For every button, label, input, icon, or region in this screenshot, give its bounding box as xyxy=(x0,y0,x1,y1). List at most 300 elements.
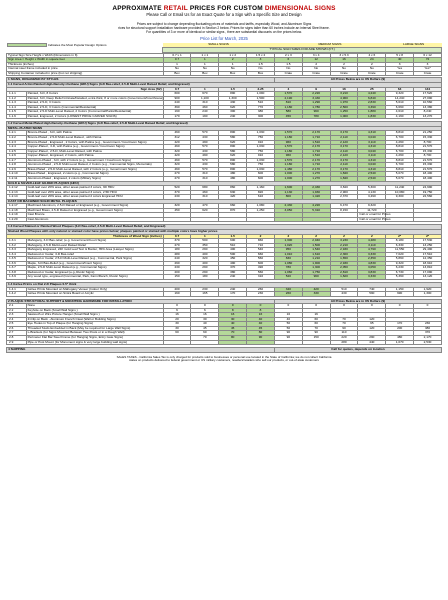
price-cell: 950 xyxy=(274,248,302,253)
row-description: Aluminum-Plated , Engraved, 2 colors (Military Signs) xyxy=(26,176,163,181)
price-cell: 2,430 xyxy=(302,186,330,191)
price-cell: 6,700 xyxy=(386,163,414,168)
spec-cell: 6 x 12 xyxy=(414,53,442,58)
row-number: 1.3.7 xyxy=(7,266,27,271)
price-cell: 70 xyxy=(330,322,358,327)
price-cell: 110 xyxy=(330,331,358,336)
price-cell: 5,300 xyxy=(358,186,386,191)
price-cell: 620 xyxy=(219,105,247,110)
price-cell: 8,180 xyxy=(386,239,414,244)
price-cell: 456 xyxy=(274,114,302,119)
price-cell: 30 xyxy=(163,322,191,327)
price-cell: 3,210 xyxy=(330,92,358,97)
spec-cell: Yes* xyxy=(414,67,442,72)
price-cell: 4,610 xyxy=(386,110,414,115)
row-number: 1.2.20 xyxy=(7,217,27,222)
price-cell: 45 xyxy=(247,326,275,331)
price-cell: 1,150 xyxy=(386,287,414,292)
row-description: Eye Hooks in Top of Plaque (for Hanging Signs) xyxy=(26,322,163,327)
row-description: Painted, Engraved, 2 Colors (LOWEST PRICE CARVED SIGNS) xyxy=(26,114,163,119)
price-cell: 430 xyxy=(219,101,247,106)
spec-cell: 12 xyxy=(302,58,330,63)
row-description: Mahogany Engraved, 24K Gold Leaf Text & Border, 35% Area (Lawyer Signs) xyxy=(26,248,163,253)
row-number: 1.1.3 xyxy=(7,101,27,106)
price-cell: 290 xyxy=(191,248,219,253)
price-cell: 800 xyxy=(274,195,302,200)
price-cell: 990 xyxy=(386,292,414,297)
price-cell: 3,050 xyxy=(274,208,302,213)
price-cell: 420 xyxy=(219,195,247,200)
price-cell: 50 xyxy=(274,326,302,331)
row-description: Gold-leaf over 20% area, other areas painted 3 colors, 3D HDU xyxy=(26,186,163,191)
price-cell: 580 xyxy=(219,136,247,141)
row-number: 1.2.3 xyxy=(7,140,27,145)
spec-label: Thickness (inches) xyxy=(7,62,164,67)
price-cell: 2,430 xyxy=(274,204,302,209)
price-cell: 150 xyxy=(302,336,330,341)
price-cell: 2,530 xyxy=(414,340,442,345)
price-cell: 2,560 xyxy=(330,105,358,110)
row-number: 1.4.2 xyxy=(7,292,27,297)
price-cell: 4,310 xyxy=(358,158,386,163)
price-cell: 1,780 xyxy=(302,105,330,110)
spec-cell: 3 xyxy=(386,62,414,67)
price-cell: 3,490 xyxy=(358,195,386,200)
price-cell: 680 xyxy=(191,186,219,191)
price-cell: 16 xyxy=(247,313,275,318)
price-cell: 370 xyxy=(163,239,191,244)
row-number: 1.2.6 xyxy=(7,154,27,159)
price-cell: 310 xyxy=(247,275,275,280)
price-cell: 1,030 xyxy=(247,167,275,172)
row-description: Keyhole on Back (Small Wall Signs ) xyxy=(26,308,163,313)
price-cell: 1,180 xyxy=(274,105,302,110)
price-cell: 4,240 xyxy=(358,92,386,97)
price-cell: 630 xyxy=(219,190,247,195)
row-number: 1.2.9 xyxy=(7,167,27,172)
price-cell: 8,810 xyxy=(386,145,414,150)
price-cell: 21,250 xyxy=(414,131,442,136)
price-cell: 300 xyxy=(219,110,247,115)
price-cell: 510 xyxy=(219,243,247,248)
price-cell: 450 xyxy=(219,257,247,262)
price-cell: 70 xyxy=(219,331,247,336)
spec-cell: Crate xyxy=(302,71,330,76)
row-number: 2.4 xyxy=(7,317,27,322)
price-cell: 15,330 xyxy=(414,149,442,154)
price-cell: 13,810 xyxy=(414,266,442,271)
spec-cell: No xyxy=(219,67,247,72)
row-number: 1.3.8 xyxy=(7,270,27,275)
price-cell: 80 xyxy=(247,331,275,336)
price-cell: 4,160 xyxy=(386,114,414,119)
legend-swatch xyxy=(7,43,47,47)
row-description: Aluminum-Plated , 3-D, with 2 Colors (e.g., Government / Courtroom Signs) xyxy=(26,158,163,163)
price-cell: 3,040 xyxy=(358,163,386,168)
sizes-banner: TYPICAL SIGN SIZES FOR ARE SHOWN (FT.) xyxy=(163,48,442,53)
price-cell: 0 xyxy=(358,304,386,309)
area-cell: 144 xyxy=(414,87,442,92)
price-cell: 2,110 xyxy=(330,163,358,168)
price-cell: 200 xyxy=(386,326,414,331)
price-cell: 2,930 xyxy=(330,248,358,253)
row-description: Sawtooth or Wire Picture Hanger (Small Wall Signs ) xyxy=(26,313,163,318)
price-cell: 420 xyxy=(163,154,191,159)
price-cell: 30 xyxy=(191,317,219,322)
row-number: 1.3.2 xyxy=(7,243,27,248)
row-description: Painted, 3-D, Deep Relief Intricate/Detailed, extra thick, 8 or more colors (Government/Courthouse) xyxy=(27,95,164,100)
spec-cell: 3 x 4 xyxy=(302,53,330,58)
area-cell: 2 xyxy=(274,234,302,239)
price-cell: 3,230 xyxy=(330,239,358,244)
price-cell: 580 xyxy=(274,110,302,115)
price-cell: 1,180 xyxy=(274,136,302,141)
price-cell: 17,530 xyxy=(414,239,442,244)
row-description: L-Brackets (for Signs Mounted Between Two Posts or in a Rough Wall) xyxy=(26,331,163,336)
price-cell: 6,700 xyxy=(386,149,414,154)
price-cell: 2,170 xyxy=(302,167,330,172)
price-cell: 1,180 xyxy=(274,163,302,168)
price-cell: 17,090 xyxy=(414,270,442,275)
price-cell: 600 xyxy=(163,92,191,97)
row-number: 1.1.1 xyxy=(7,92,27,97)
price-cell: 230 xyxy=(414,322,442,327)
price-cell: 770 xyxy=(247,105,275,110)
price-cell: 6,230 xyxy=(386,266,414,271)
price-cell: 40 xyxy=(247,322,275,327)
price-cell: 5,310 xyxy=(302,208,330,213)
price-cell: 510 xyxy=(247,101,275,106)
row-number: 2.9 xyxy=(7,340,27,345)
spec-cell: No xyxy=(163,67,191,72)
area-cell: 2* xyxy=(386,234,414,239)
price-cell: 3,040 xyxy=(358,136,386,141)
price-cell: 3,050 xyxy=(358,266,386,271)
price-cell: 750 xyxy=(247,149,275,154)
row-number: 1.3.9 xyxy=(7,275,27,280)
section-title: 2 PLAQUE STRUCTURAL SUPPORT & MOUNTING HARDWARE FOR INSTALLATION xyxy=(7,299,275,304)
spec-cell: 0.7 x 1 xyxy=(163,53,191,58)
price-cell: 230 xyxy=(163,195,191,200)
price-cell: 1,970 xyxy=(330,101,358,106)
spec-cell: 40 xyxy=(386,58,414,63)
price-cell: 830 xyxy=(274,257,302,262)
price-cell: 1,160 xyxy=(247,186,275,191)
price-cell: 4,130 xyxy=(358,190,386,195)
price-cell: 1,300 xyxy=(302,266,330,271)
row-description: Copper-Plated , 2.5-D, Multi-Level Raised, with Patina xyxy=(26,149,163,154)
price-cell: 600 xyxy=(247,172,275,177)
section-note: Call for quotes, depends on location xyxy=(274,348,441,353)
row-number: 2.6 xyxy=(7,326,27,331)
row-description: Painted, 3-D, 8 Colors xyxy=(26,92,163,97)
price-cell: 3,390 xyxy=(358,105,386,110)
spec-cell: Crate xyxy=(274,71,302,76)
price-cell: 180 xyxy=(191,275,219,280)
price-cell: 4,310 xyxy=(358,145,386,150)
price-cell: 4,310 xyxy=(358,131,386,136)
price-cell: 620 xyxy=(219,154,247,159)
price-cell: 800 xyxy=(219,131,247,136)
price-cell: 800 xyxy=(219,158,247,163)
row-number: 1.3.6 xyxy=(7,261,27,266)
spec-label: Shipping Container included in price (but not shipping) xyxy=(7,71,164,76)
spec-cell: Crate xyxy=(330,71,358,76)
row-description: Threaded Studs Embedded in Back (May be required for Large Wall Signs) xyxy=(26,326,163,331)
price-cell: 260 xyxy=(274,292,302,297)
section-title: 1.4 Giclee Prints on Flat 2-D Plaques 0.5" thick xyxy=(7,282,442,287)
price-cell: 3,330 xyxy=(358,252,386,257)
row-description: Redwood or Cedar, 3-D Bas-relief xyxy=(26,252,163,257)
area-cell: 1.5 xyxy=(219,234,247,239)
row-number: 2.8 xyxy=(7,336,27,341)
price-cell: 6,470 xyxy=(330,204,358,209)
price-cell: 1,900 xyxy=(302,261,330,266)
spec-label: Typical Sign Size Height x Width (Dimensions in ft) xyxy=(7,53,164,58)
price-cell: 710 xyxy=(247,243,275,248)
price-cell: 1,030 xyxy=(247,131,275,136)
price-cell: 2,360 xyxy=(330,252,358,257)
price-cell: 40 xyxy=(219,322,247,327)
section-header xyxy=(7,348,442,353)
price-cell: 270 xyxy=(163,172,191,177)
price-cell: 280 xyxy=(330,340,358,345)
price-cell: 1,570 xyxy=(274,145,302,150)
price-cell: 240 xyxy=(219,275,247,280)
price-cell: 60 xyxy=(302,322,330,327)
price-cell: 2,370 xyxy=(330,195,358,200)
price-cell: 8 xyxy=(219,308,247,313)
price-cell: 600 xyxy=(247,176,275,181)
price-cell: 500 xyxy=(191,239,219,244)
spec-cell: Box xyxy=(219,71,247,76)
spec-cell: 3 xyxy=(247,58,275,63)
price-cell: 800 xyxy=(219,167,247,172)
price-cell: 320 xyxy=(163,204,191,209)
price-cell: 230 xyxy=(191,287,219,292)
price-cell: 13,120 xyxy=(414,275,442,280)
area-cell: 0.7 xyxy=(163,234,191,239)
price-cell: 910 xyxy=(247,140,275,145)
row-description: Gold-leaf over 20% area, other areas painted 3 colors, 2.5D HDU xyxy=(26,190,163,195)
price-cell: 1,270 xyxy=(302,176,330,181)
price-cell: 780 xyxy=(302,114,330,119)
price-cell: 900 xyxy=(163,96,191,101)
price-cell: 1,210 xyxy=(302,257,330,262)
price-cell: 70 xyxy=(330,317,358,322)
price-cell: 0 xyxy=(247,304,275,309)
price-cell: 6,730 xyxy=(386,270,414,275)
price-cell: 430 xyxy=(191,149,219,154)
price-cell: 870 xyxy=(219,208,247,213)
price-cell: 3,830 xyxy=(358,270,386,275)
price-cell: 2,170 xyxy=(302,158,330,163)
row-description: Copper-Plated , Engraved, 2 Colors, with Patina xyxy=(26,154,163,159)
price-cell: 510 xyxy=(330,287,358,292)
spec-cell: 24 xyxy=(358,58,386,63)
price-cell: 6 xyxy=(191,308,219,313)
price-cell: 0 xyxy=(302,304,330,309)
row-number: 1.2.12 xyxy=(7,186,27,191)
price-cell: 420 xyxy=(163,140,191,145)
price-cell: 400 xyxy=(219,248,247,253)
price-cell: 260 xyxy=(247,287,275,292)
price-cell: 1,480 xyxy=(274,167,302,172)
row-number: 1.1.5 xyxy=(7,110,27,115)
price-cell: 3,170 xyxy=(330,158,358,163)
row-description: Mahogany, 3-D Bas-relief, (e.g. Government/Court Signs) xyxy=(26,239,163,244)
price-cell: 40 xyxy=(274,317,302,322)
price-cell: 860 xyxy=(247,239,275,244)
price-cell: 460 xyxy=(163,167,191,172)
price-cell: 150 xyxy=(163,275,191,280)
spec-cell: Yes xyxy=(386,67,414,72)
price-cell: 2,210 xyxy=(330,243,358,248)
price-cell: 1,020 xyxy=(274,243,302,248)
price-cell: 60 xyxy=(302,317,330,322)
area-cell: 2 xyxy=(247,234,275,239)
price-cell: 3,040 xyxy=(358,149,386,154)
row-number: 1.1.4 xyxy=(7,105,27,110)
price-cell: 540 xyxy=(247,248,275,253)
price-cell: 1,070 xyxy=(386,340,414,345)
price-cell: 1,000 xyxy=(330,114,358,119)
price-cell: 490 xyxy=(191,140,219,145)
price-cell: 620 xyxy=(191,208,219,213)
row-number: 1.2.5 xyxy=(7,149,27,154)
spec-cell: 5 x 8 xyxy=(386,53,414,58)
row-description: Any wood type, engraved (Commercial, Park, Farm/Ranch, Rustic Signs) xyxy=(26,275,163,280)
price-cell: 4,790 xyxy=(358,248,386,253)
spec-cell: 2 xyxy=(330,62,358,67)
price-cell: 240 xyxy=(191,110,219,115)
price-cell: 390 xyxy=(163,105,191,110)
price-cell: 70 xyxy=(302,326,330,331)
price-cell: 40 xyxy=(191,322,219,327)
price-cell: 160 xyxy=(163,292,191,297)
price-cell: 13,250 xyxy=(414,243,442,248)
price-cell: 460 xyxy=(191,105,219,110)
price-cell: 3,110 xyxy=(358,243,386,248)
area-cell: 16 xyxy=(330,87,358,92)
price-cell: 21,570 xyxy=(414,158,442,163)
price-cell: 500 xyxy=(219,252,247,257)
spec-cell: 3 xyxy=(414,62,442,67)
price-cell: 50 xyxy=(274,322,302,327)
spec-cell: 1 xyxy=(219,62,247,67)
price-cell: 560 xyxy=(247,270,275,275)
price-cell: 420 xyxy=(302,287,330,292)
price-cell: 300 xyxy=(247,114,275,119)
price-cell: 560 xyxy=(247,257,275,262)
price-cell: 5,070 xyxy=(386,176,414,181)
price-cell: 0 xyxy=(219,304,247,309)
row-description: Aluminum-Plated , 2.5-D Multi-Level Raised, 2 Colors (e.g., Commercial Signs, Memorials) xyxy=(26,163,163,168)
row-number: 1.2.11 xyxy=(7,176,27,181)
price-cell: 4,480 xyxy=(358,239,386,244)
price-cell: 270 xyxy=(163,243,191,248)
price-cell: 1,710 xyxy=(302,136,330,141)
price-cell: 1,840 xyxy=(330,176,358,181)
spec-label: Internal steel frame included in price xyxy=(7,67,164,72)
price-cell: 240 xyxy=(219,114,247,119)
row-description: Machined Aluminum, 2.5-D Raised or Engraved (e.g., Government Signs) xyxy=(26,204,163,209)
price-cell: 90 xyxy=(274,331,302,336)
area-cell: 2 xyxy=(330,234,358,239)
spec-cell: 1 xyxy=(163,62,191,67)
price-cell: 330 xyxy=(302,292,330,297)
price-cell: 430 xyxy=(191,136,219,141)
area-cell: 25 xyxy=(358,87,386,92)
price-cell: 460 xyxy=(163,131,191,136)
sales-tax-note: SALES TAXES - California Sales Tax is only charged for products sold to businesses or personal use located in the State of California; we do not collect California states on products delivered to federal government or US military customers, resellers/retailers who sell our products, or out-of-state customers xyxy=(116,354,332,363)
price-cell: 60 xyxy=(191,331,219,336)
price-cell: 8,150 xyxy=(330,208,358,213)
price-cell: 960 xyxy=(274,140,302,145)
spec-table xyxy=(6,53,442,77)
row-description: Maple, 2.5-D Multi-Level Raised (e.g., Commercial Signs) xyxy=(26,266,163,271)
price-cell: 1,270 xyxy=(302,172,330,177)
row-number: 1.2.7 xyxy=(7,158,27,163)
row-description: Redwood or Cedar, 2.5-D Multi-Level Raised (e.g., Commercial, Park Signs) xyxy=(26,257,163,262)
spec-cell: Box xyxy=(163,71,191,76)
row-description: Cast Aluminum xyxy=(26,217,163,222)
price-cell: 18,400 xyxy=(414,176,442,181)
row-number: 1.2.14 xyxy=(7,195,27,200)
price-cell: 9,300 xyxy=(386,195,414,200)
area-cell: 2* xyxy=(414,234,442,239)
price-cell: 13,380 xyxy=(414,105,442,110)
area-cell: 2 xyxy=(358,234,386,239)
spec-cell: 16 xyxy=(330,58,358,63)
price-cell: 1,930 xyxy=(302,190,330,195)
price-cell: 45 xyxy=(219,326,247,331)
price-cell: 4,260 xyxy=(386,140,414,145)
price-cell: 12,350 xyxy=(414,257,442,262)
price-cell: 70 xyxy=(191,336,219,341)
price-cell: 4,310 xyxy=(358,167,386,172)
row-description: Redwood or Cedar, Engraved (e.g.,Rustic Signs) xyxy=(26,270,163,275)
price-cell: 30 xyxy=(219,317,247,322)
area-cell: 4 xyxy=(274,87,302,92)
price-cell: 1,180 xyxy=(274,149,302,154)
price-cell: 170 xyxy=(219,292,247,297)
price-cell: 320 xyxy=(191,257,219,262)
price-cell: 310 xyxy=(191,176,219,181)
row-description: Painted, 2.5-D, 3 Colors (Commercial/Residential) xyxy=(26,105,163,110)
price-cell: 620 xyxy=(219,140,247,145)
price-cell: 21,570 xyxy=(414,145,442,150)
price-cell: 910 xyxy=(247,154,275,159)
price-cell: 1,880 xyxy=(358,110,386,115)
spec-cell: 1 x 2 xyxy=(219,53,247,58)
price-cell: 750 xyxy=(247,163,275,168)
row-number: 1.2.18 xyxy=(7,208,27,213)
price-cell: 1,000 xyxy=(274,176,302,181)
price-cell: 230 xyxy=(247,292,275,297)
spec-cell: 1.5 xyxy=(247,62,275,67)
price-cell: 2,170 xyxy=(302,145,330,150)
price-cell: 6,660 xyxy=(386,105,414,110)
price-cell: 290 xyxy=(191,266,219,271)
price-cell: 4,830 xyxy=(358,261,386,266)
area-cell: 9 xyxy=(302,87,330,92)
price-cell: 40 xyxy=(247,317,275,322)
price-cell: 660 xyxy=(219,204,247,209)
spec-cell: 2 xyxy=(358,62,386,67)
price-cell: 240 xyxy=(163,257,191,262)
price-cell: 1,540 xyxy=(302,248,330,253)
